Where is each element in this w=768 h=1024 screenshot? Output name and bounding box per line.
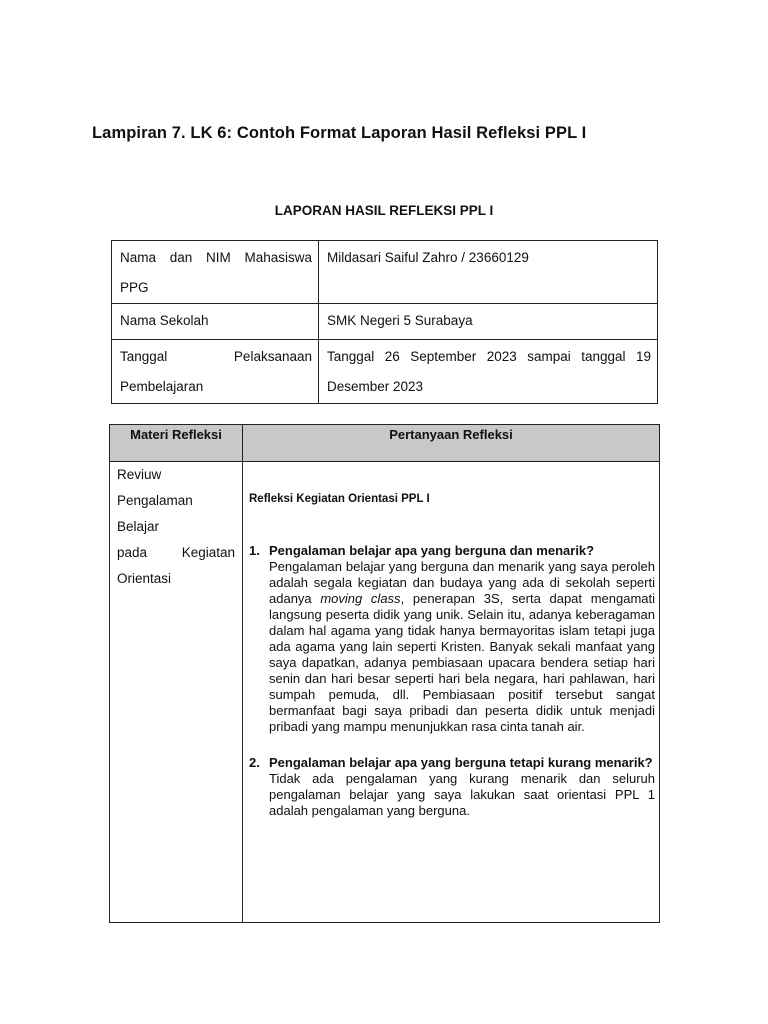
date-label-line2: Pembelajaran	[120, 379, 204, 394]
school-label-cell	[112, 304, 319, 340]
pertanyaan-header: Pertanyaan Refleksi	[243, 425, 660, 462]
question-number: 1.	[249, 543, 260, 558]
answer-italic-text: moving class	[320, 591, 401, 606]
identity-table	[111, 240, 658, 404]
materi-header: Materi Refleksi	[110, 425, 243, 462]
school-label: Nama Sekolah	[120, 313, 209, 328]
materi-cell	[110, 462, 243, 923]
name-label-line1: Nama dan NIM Mahasiswa	[120, 250, 312, 265]
report-title: LAPORAN HASIL REFLEKSI PPL I	[274, 203, 494, 218]
date-label-cell	[112, 340, 319, 404]
name-label-cell	[112, 241, 319, 304]
school-value: SMK Negeri 5 Surabaya	[327, 313, 473, 328]
table-row	[112, 241, 658, 304]
question-item	[249, 543, 655, 735]
school-value-cell	[319, 304, 658, 340]
question-item	[249, 755, 655, 819]
table-header-row	[110, 425, 660, 462]
name-value-cell	[319, 241, 658, 304]
materi-line: pada Kegiatan	[117, 545, 235, 560]
name-label-line2: PPG	[120, 280, 149, 295]
name-value: Mildasari Saiful Zahro / 23660129	[327, 250, 529, 265]
question-answer: Tidak ada pengalaman yang kurang menarik dan seluruh pengalaman belajar yang saya lakukan saat orientasi PPL 1 adalah pengalaman yang berguna.	[269, 771, 655, 818]
question-answer	[269, 559, 655, 735]
answer-text: , penerapan 3S, serta dapat mengamati langsung peserta didik yang unik. Selain itu, adanya keberagaman dalam hal agama yang tidak hanya bermayoritas islam tetapi juga ada agama yang lain seperti Kristen. Banyak sekali manfaat yang saya dapatkan, adanya pembiasaan upacara bendera setiap hari senin dan hari besar seperti hari bela negara, hari pahlawan, hari sumpah pemuda, dll. Pembiasaan positif tersebut sangat bermanfaat bagi saya pribadi dan peserta didik untuk menjadi pribadi yang mampu menunjukkan rasa cinta tanah air.	[269, 591, 656, 734]
question-title: Pengalaman belajar apa yang berguna dan menarik?	[269, 543, 595, 558]
table-row	[112, 304, 658, 340]
materi-line: Orientasi	[117, 571, 172, 586]
date-value-line1: Tanggal 26 September 2023 sampai tanggal 19	[327, 349, 651, 364]
document-title: Lampiran 7. LK 6: Contoh Format Laporan Hasil Refleksi PPL I	[92, 124, 587, 142]
table-row	[112, 340, 658, 404]
pertanyaan-cell	[243, 462, 660, 923]
question-title: Pengalaman belajar apa yang berguna tetapi kurang menarik?	[269, 755, 653, 770]
date-value-line2: Desember 2023	[327, 379, 424, 394]
date-value-cell	[319, 340, 658, 404]
question-number: 2.	[249, 755, 260, 770]
materi-line: Reviuw	[117, 467, 162, 482]
answer-text: Pengalaman belajar yang berguna dan menarik yang saya peroleh adalah segala kegiatan dan budaya yang ada di sekolah seperti adanya	[269, 559, 655, 606]
date-label-line1: Tanggal Pelaksanaan	[120, 349, 312, 364]
table-row	[110, 462, 660, 923]
materi-line: Pengalaman Belajar	[117, 493, 193, 534]
section-title: Refleksi Kegiatan Orientasi PPL I	[249, 493, 430, 505]
reflection-table	[109, 424, 660, 923]
